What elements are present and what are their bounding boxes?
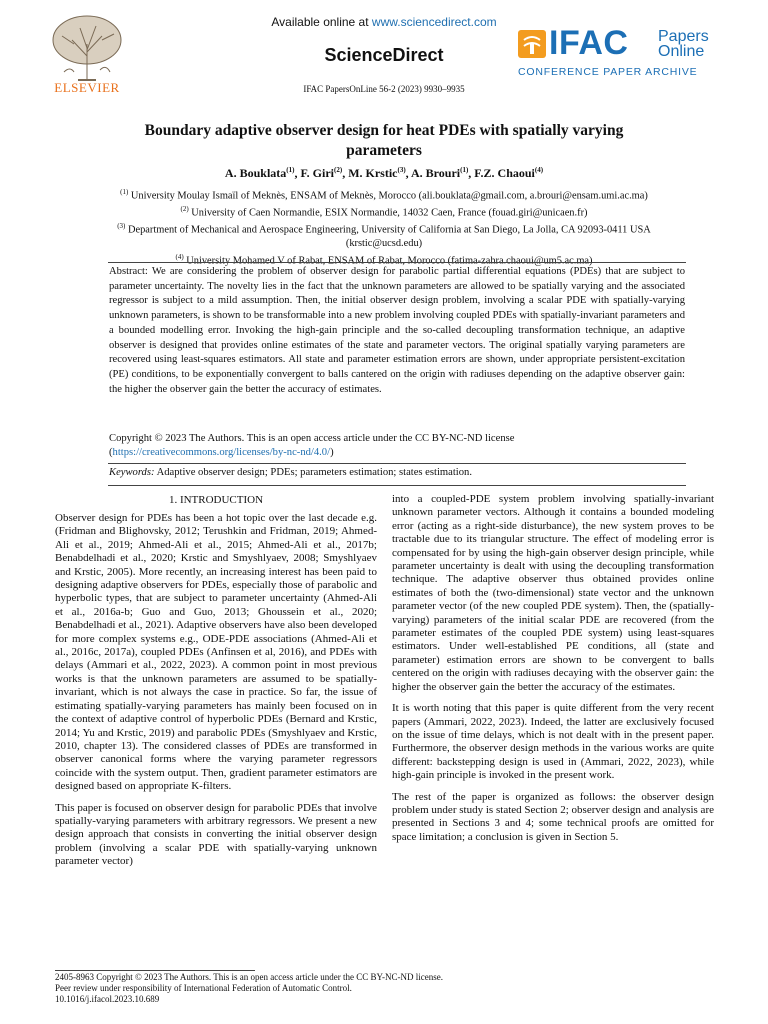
elsevier-logo (44, 10, 130, 100)
footer-copyright: 2405-8963 Copyright © 2023 The Authors. This is an open access article under the CC BY-NC-ND license. (55, 972, 443, 982)
sciencedirect-brand: ScienceDirect (324, 45, 444, 65)
footer-rule (55, 970, 255, 971)
title-line-2: parameters (346, 142, 422, 159)
intro-paragraph-1: Observer design for PDEs has been a hot topic over the last decade e.g. (Fridman and Blighovsky, 2012; Terushkin and Fridman, 2019; Ahmed-Ali et al., 2019; Ahmed-Ali et al., 2015; Ahmed-Ali et al., 2017b; Benabdelhadi et al., 2020; Krstic and Smyshlyaev, 2008; Smyshlyaev and Krstic, 2005). More recently, an increasing interest has been paid to designing adaptive observers for PDEs, especially those of parabolic and hyperbolic types, that are subject to parameter uncertainty (Ahmed-Ali et al., 2016a-b; Guo and Guo, 2013; Ghoussein et al., 2020; Benabdelhadi et al., 2021). Adaptive observers have also been developed for more complex systems e.g., ODE-PDE associations (Ahmed-Ali et al., 2016c, 2017a), coupled PDEs (Anfinsen et al, 2016), and PDEs with delays (Ammari et al., 2022, 2023). A common point in most previous works is that the unknown parameters are assumed to be spatially-invariant, which is not always the case in practice. So far, the issue of estimating spatially-varying parameters has mainly been focused on in the context of adaptive control of hyperbolic PDEs (Bernard and Krstic, 2014; Yu and Krstic, 2019) and parabolic PDEs (Smyshlyaev and Krstic, 2010, chapter 13). The considered classes of PDEs are transformed in observer canonical forms where the varying parameter regressors coincide with the system output. Then, gradient parameter estimators are designed based on appropriate K-filters. (55, 512, 377, 793)
intro-paragraph-4: It is worth noting that this paper is quite different from the very recent papers (Ammari, 2022, 2023). Indeed, the latter are exclusively focused on the issue of time delays, which is not dealt with in the present paper. Furthermore, the observer design methods in the various works are quite different: backstepping design is used in (Ammari, 2022, 2023), while high-gain principle is invoked in the present work. (392, 702, 714, 782)
papers-wordmark: Papers (658, 28, 709, 45)
intro-paragraph-3: into a coupled-PDE system problem involving spatially-invariant unknown parameter vectors. Although it contains a bounded modeling error (acting as a right-side disturbance), the new system proves to be tractable due to its triangular structure. The effect of modeling error is compensated for by using the high-gain observer design principle, while parameter uncertainty is dealt with using the decoupling transformation technique. The adaptive observer thus obtained provides online estimates of both the (two-dimensional) state vector and the unknown parameter vector (of the new coupled PDE system). Then, the (spatially-varying) parameters of the initial scalar PDE are recovered (from the parameter estimates of the coupled PDE system) using least-squares estimators. Under well-established PE conditions, all (state and parameter) estimation errors are shown to be convergent to balls centered on the origin with radiuses decaying with the observer gain: the higher the observer gain the better the accuracy of the estimates. (392, 493, 714, 693)
title-line-1: Boundary adaptive observer design for heat PDEs with spatially varying (144, 122, 624, 139)
online-wordmark: Online (658, 43, 705, 60)
conference-archive-label: CONFERENCE PAPER ARCHIVE (518, 66, 698, 78)
affiliation-3: $^{(3)}$ Department of Mechanical and Aerospace Engineering, University of California at San Diego, La Jolla, CA 92093-0411 USA (117, 222, 651, 236)
paper-title (60, 121, 708, 161)
intro-paragraph-5: The rest of the paper is organized as follows: the observer design problem under study is stated Section 2; observer design and analysis are presented in Sections 3 and 4; some technical proofs are omitted for space limitation; a conclusion is given in Section 5. (392, 790, 714, 843)
affiliation-2: $^{(2)}$ University of Caen Normandie, ESIX Normandie, 14032 Caen, France (fouad.giri@unicaen.fr) (180, 205, 588, 219)
keywords-bottom-rule (108, 485, 686, 486)
available-online: Available online at www.sciencedirect.com (271, 15, 497, 29)
elsevier-wordmark: ELSEVIER (54, 80, 120, 95)
elsevier-tree-icon (44, 10, 130, 82)
copyright-notice: Copyright © 2023 The Authors. This is an open access article under the CC BY-NC-ND license (https://creativecommons.org/licenses/by-nc-nd/4.0/) (109, 433, 515, 459)
left-column (55, 512, 377, 869)
ifac-logo (518, 24, 718, 82)
license-link[interactable]: https://creativecommons.org/licenses/by-nc-nd/4.0/ (112, 447, 331, 459)
right-column (392, 493, 714, 844)
abstract-top-rule (108, 262, 686, 263)
authors: A. Bouklata$^{(1)}$, F. Giri$^{(2)}$, M. Krstic$^{(3)}$, A. Brouri$^{(1)}$, F.Z. Chaoui$^{(4)}$ (224, 166, 544, 180)
journal-reference: IFAC PapersOnLine 56-2 (2023) 9930–9935 (303, 84, 465, 94)
ifac-emblem-icon (518, 30, 546, 58)
sciencedirect-link[interactable]: www.sciencedirect.com (371, 15, 497, 29)
footer-peer-review: Peer review under responsibility of International Federation of Automatic Control. (55, 983, 352, 993)
affiliation-4: $^{(4)}$ University Mohamed V of Rabat, ENSAM of Rabat, Morocco (fatima-zahra.chaoui@um5.ac.ma) (175, 252, 593, 267)
affiliation-3-email: (krstic@ucsd.edu) (345, 238, 423, 250)
affiliations (40, 186, 728, 268)
footer (55, 972, 715, 1005)
abstract: Abstract: We are considering the problem of observer design for parabolic partial differential equations (PDEs) that are subject to parameter uncertainty. The novelty lies in the fact that the unknown parameters are allowed to be spatially varying and the associated regressor is subject to a mild assumption. Then, the initial observer design problem, involving a scalar PDE with spatially-varying unknown parameters, is shown to be transformable into a new problem involving coupled PDEs with spatially-invariant parameters and a bounded modelling error. Invoking the high-gain principle and the so-called decoupling transformation technique, an adaptive observer is designed that provides online estimates of the state and parameter vectors. The original spatially varying parameters are recovered using least-squares estimators. All state and parameter estimation errors are shown, under appropriate persistent-excitation (PE) conditions, to be exponentially convergent to balls cantered on the origin with radiuses depending on the adaptive observer gain: the higher the observer gain the better the accuracy of estimates. (109, 266, 685, 395)
affiliation-1: $^{(1)}$ University Moulay Ismaïl of Meknès, ENSAM of Meknès, Morocco (ali.bouklata@gmail.com, a.brouri@ensam.umi.ac.ma) (120, 188, 648, 202)
keywords-top-rule (108, 463, 686, 464)
keywords: Keywords: Adaptive observer design; PDEs; parameters estimation; states estimation. (109, 467, 472, 478)
footer-doi: 10.1016/j.ifacol.2023.10.689 (55, 994, 160, 1004)
intro-paragraph-2: This paper is focused on observer design for parabolic PDEs that involve spatially-varying parameters with arbitrary regressors. We present a new design approach that consists in converting the initial observer design problem (involving a scalar PDE with spatially-varying unknown parameter vector) (55, 801, 377, 868)
ifac-wordmark: IFAC (549, 24, 629, 62)
section-heading-introduction: 1. INTRODUCTION (168, 494, 264, 506)
